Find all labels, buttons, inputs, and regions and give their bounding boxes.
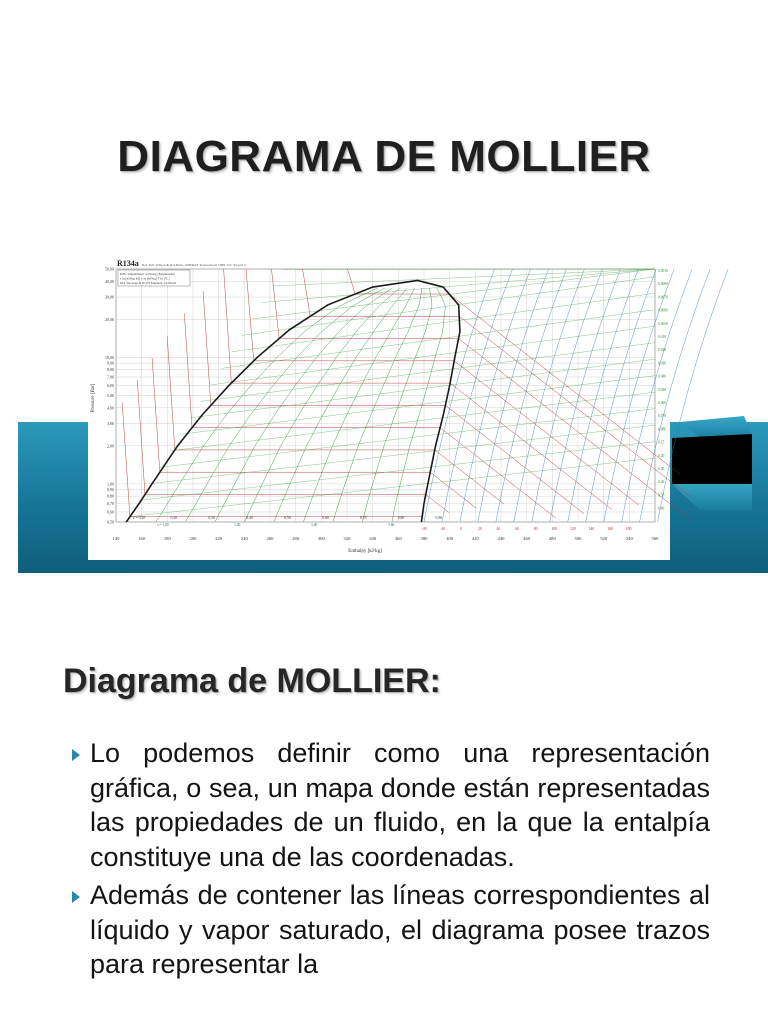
temperature-label: 180 xyxy=(625,527,632,531)
y-tick-label: 2,00 xyxy=(107,443,114,449)
y-axis-label: Pressure [Bar] xyxy=(91,383,96,413)
x-tick-label: 380 xyxy=(420,536,428,541)
entropy-label: 1,20 xyxy=(234,523,241,527)
chart-band xyxy=(0,248,768,578)
y-tick-label: 9,00 xyxy=(107,360,114,366)
quality-label: 0,80 xyxy=(397,516,405,520)
x-tick-label: 260 xyxy=(266,536,274,541)
volume-label: 0,30 xyxy=(658,467,665,471)
x-tick-label: 180 xyxy=(163,536,171,541)
chart-header-note: Ref: D.P. Wilson & R.S.Basu, ASHRAE Transactions 1988, Vol. 94 part 2. xyxy=(142,263,247,267)
y-tick-label: 50,00 xyxy=(105,266,114,272)
x-tick-label: 140 xyxy=(112,536,120,541)
volume-label: 0,0010 xyxy=(658,269,668,273)
x-tick-label: 200 xyxy=(189,536,197,541)
y-tick-label: 1,00 xyxy=(107,481,114,487)
volume-label: 0,080 xyxy=(658,427,667,432)
bullet-list xyxy=(70,736,710,986)
volume-label: 0,060 xyxy=(658,401,667,405)
bullet-text: Además de contener las líneas correspondientes al líquido y vapor saturado, el diagrama posee trazos para representar la xyxy=(90,880,710,979)
temperature-label: -40 xyxy=(421,527,427,531)
quality-label: 0,90 xyxy=(435,516,443,520)
x-tick-label: 160 xyxy=(138,536,146,541)
y-tick-label: 5,00 xyxy=(107,393,114,398)
quality-label: 0,50 xyxy=(284,516,291,520)
volume-label: 0,010 xyxy=(658,335,667,339)
volume-label: 0,0070 xyxy=(658,295,668,300)
section-subtitle: Diagrama de MOLLIER: xyxy=(63,662,441,700)
x-tick-label: 340 xyxy=(369,536,377,541)
chart-band-svg xyxy=(0,248,768,578)
quality-label: 0,70 xyxy=(359,516,367,520)
volume-label: 0,15 xyxy=(658,440,665,445)
x-tick-label: 240 xyxy=(240,536,248,541)
temperature-label: 60 xyxy=(515,527,519,531)
x-tick-label: 540 xyxy=(625,536,633,541)
info-line-1: DTU, Department of Energy Engineering xyxy=(120,272,175,276)
temperature-label: 0 xyxy=(460,527,463,531)
quality-label: x = 0,10 xyxy=(132,516,146,520)
x-tick-label: 480 xyxy=(548,536,556,541)
bullet-item xyxy=(70,736,710,874)
volume-label: 0,50 xyxy=(658,493,665,498)
x-tick-label: 500 xyxy=(574,536,582,541)
x-axis-label: Enthalpy [kJ/kg] xyxy=(348,549,382,554)
x-tick-label: 560 xyxy=(651,536,659,541)
bullet-item xyxy=(70,878,710,982)
x-tick-label: 520 xyxy=(600,536,608,541)
temperature-label: 80 xyxy=(533,527,538,531)
volume-label: 0,020 xyxy=(658,348,667,353)
temperature-label: 120 xyxy=(570,527,576,531)
x-tick-label: 280 xyxy=(292,536,300,541)
y-tick-label: 30,00 xyxy=(105,294,114,300)
y-tick-label: 0,80 xyxy=(107,493,114,499)
x-tick-label: 440 xyxy=(497,536,505,541)
quality-label: 0,60 xyxy=(321,516,329,520)
x-tick-label: 460 xyxy=(523,536,531,541)
y-tick-label: 40,00 xyxy=(105,278,114,284)
y-tick-label: 8,00 xyxy=(107,367,114,373)
y-tick-label: 0,50 xyxy=(107,519,114,525)
bullet-arrow-icon xyxy=(72,891,80,903)
temperature-label: 160 xyxy=(607,527,613,531)
volume-label: 0,20 xyxy=(658,453,665,458)
x-tick-label: 400 xyxy=(446,536,454,541)
y-tick-label: 0,70 xyxy=(107,501,114,507)
y-tick-label: 20,00 xyxy=(105,316,114,322)
volume-label: 0,0080 xyxy=(658,282,668,287)
chart-title: R134a xyxy=(117,259,139,268)
x-tick-label: 300 xyxy=(317,536,325,541)
y-tick-label: 10,00 xyxy=(105,354,114,360)
temperature-label: 20 xyxy=(477,527,482,531)
bullet-text: Lo podemos definir como una representación gráfica, o sea, un mapa donde están representadas las propiedades de un fluido, en la que la entalpía constituye una de las coordenadas. xyxy=(90,738,710,872)
volume-label: 0,0060 xyxy=(658,308,668,313)
volume-label: 0,030 xyxy=(658,361,667,366)
temperature-label: -20 xyxy=(440,527,446,531)
entropy-label: s = 1,00 xyxy=(157,523,169,527)
x-tick-label: 320 xyxy=(343,536,351,541)
y-tick-label: 0,90 xyxy=(107,487,114,493)
volume-label: 0,070 xyxy=(658,414,667,419)
y-tick-label: 3,00 xyxy=(107,421,114,427)
volume-label: 0,60 xyxy=(658,506,665,511)
x-tick-label: 220 xyxy=(215,536,223,541)
volume-label: 0,0050 xyxy=(658,321,668,326)
slide-title: DIAGRAMA DE MOLLIER xyxy=(117,132,651,181)
entropy-label: 1,60 xyxy=(388,523,395,527)
temperature-label: 140 xyxy=(588,527,595,531)
quality-label: 0,20 xyxy=(170,516,178,520)
x-tick-label: 360 xyxy=(394,536,402,541)
mollier-chart xyxy=(91,259,728,554)
y-tick-label: 7,00 xyxy=(107,374,114,380)
info-line-2: s in [kJ/(kg K)] v in [m³/kg] T in [°C] xyxy=(120,276,170,281)
info-line-3: M.J. Skovrup & H.J.H Knudsen. 19-09-02 xyxy=(120,281,177,285)
bullet-arrow-icon xyxy=(72,749,80,761)
temperature-label: 40 xyxy=(496,527,501,531)
black-strip xyxy=(672,434,752,484)
entropy-label: 1,40 xyxy=(311,523,318,527)
volume-label: 0,040 xyxy=(658,374,667,379)
quality-label: 0,40 xyxy=(246,516,253,520)
x-tick-label: 420 xyxy=(471,536,479,541)
y-tick-label: 6,00 xyxy=(107,382,114,388)
y-tick-label: 4,00 xyxy=(107,405,114,411)
y-tick-label: 0,60 xyxy=(107,509,114,515)
quality-label: 0,30 xyxy=(208,516,216,520)
volume-label: 0,050 xyxy=(658,387,667,392)
volume-label: 0,40 xyxy=(658,480,665,485)
temperature-label: 100 xyxy=(551,527,558,531)
